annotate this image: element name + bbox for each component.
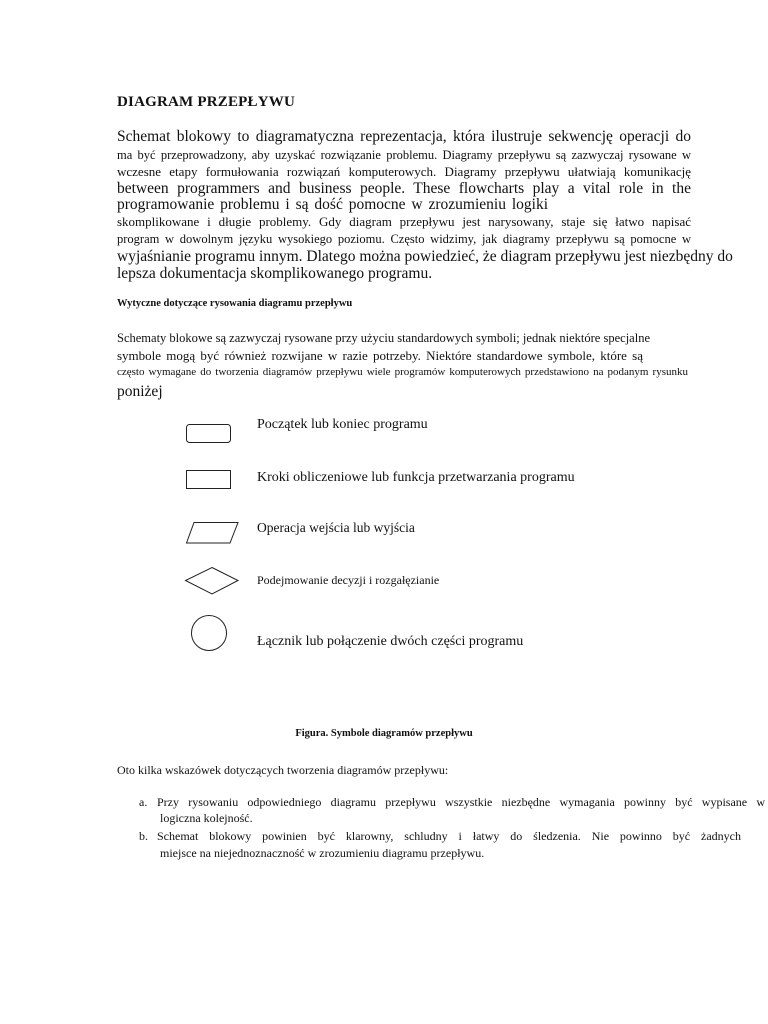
page-title: DIAGRAM PRZEPŁYWU xyxy=(117,94,295,110)
symbol-label: Początek lub koniec programu xyxy=(257,417,428,432)
guidelines-line: symbole mogą być również rozwijane w razie potrzeby. Niektóre standardowe symbole, które są xyxy=(117,348,643,363)
intro-line: between programmers and business people. These flowcharts play a vital role in the xyxy=(117,180,691,197)
list-marker: a. xyxy=(139,795,148,809)
terminator-symbol xyxy=(186,424,232,444)
intro-line: ma być przeprowadzony, aby uzyskać rozwiązanie problemu. Diagramy przepływu są zazwyczaj rysowane w xyxy=(117,148,691,162)
connector-symbol xyxy=(190,614,228,652)
figure-caption: Figura. Symbole diagramów przepływu xyxy=(295,728,473,739)
list-marker: b. xyxy=(139,829,148,843)
symbol-label: Podejmowanie decyzji i rozgałęzianie xyxy=(257,573,440,587)
intro-line: programowanie problemu i są dość pomocne w zrozumieniu logiki xyxy=(117,196,548,213)
section-heading: Wytyczne dotyczące rysowania diagramu przepływu xyxy=(117,298,353,309)
list-item-text: miejsce na niejednoznaczność w zrozumieniu diagramu przepływu. xyxy=(160,846,485,860)
decision-symbol xyxy=(185,567,239,595)
intro-line: Schemat blokowy to diagramatyczna reprezentacja, która ilustruje sekwencję operacji do xyxy=(117,128,691,145)
io-symbol xyxy=(186,522,240,544)
intro-line: wczesne etapy formułowania rozwiązań komputerowych. Diagramy przepływu ułatwiają komunikację xyxy=(117,164,691,179)
process-symbol xyxy=(186,470,232,490)
intro-line: program w dowolnym języku wysokiego poziomu. Często widzimy, jak diagramy przepływu są pomocne w xyxy=(117,232,691,246)
guidelines-line: Schematy blokowe są zazwyczaj rysowane przy użyciu standardowych symboli; jednak niektóre specjalne xyxy=(117,331,650,345)
intro-line: wyjaśnianie programu innym. Dlatego można powiedzieć, że diagram przepływu jest niezbędny do xyxy=(117,248,733,265)
tips-intro: Oto kilka wskazówek dotyczących tworzenia diagramów przepływu: xyxy=(117,763,449,777)
intro-line: lepsza dokumentacja skomplikowanego programu. xyxy=(117,265,433,282)
guidelines-line: często wymagane do tworzenia diagramów przepływu wiele programów komputerowych przedstawiono na podanym rysunku xyxy=(117,366,688,378)
list-item-text: logiczna kolejność. xyxy=(160,811,253,825)
intro-line: skomplikowane i długie problemy. Gdy diagram przepływu jest narysowany, staje się łatwo napisać xyxy=(117,214,691,229)
guidelines-line: poniżej xyxy=(117,383,163,400)
symbol-label: Łącznik lub połączenie dwóch części programu xyxy=(257,634,524,649)
symbol-label: Operacja wejścia lub wyjścia xyxy=(257,520,415,535)
symbol-label: Kroki obliczeniowe lub funkcja przetwarzania programu xyxy=(257,470,575,485)
list-item-text: Przy rysowaniu odpowiedniego diagramu przepływu wszystkie niezbędne wymagania powinny być wypisane w xyxy=(157,795,765,809)
list-item-text: Schemat blokowy powinien być klarowny, schludny i łatwy do śledzenia. Nie powinno być żadnych xyxy=(157,829,741,843)
